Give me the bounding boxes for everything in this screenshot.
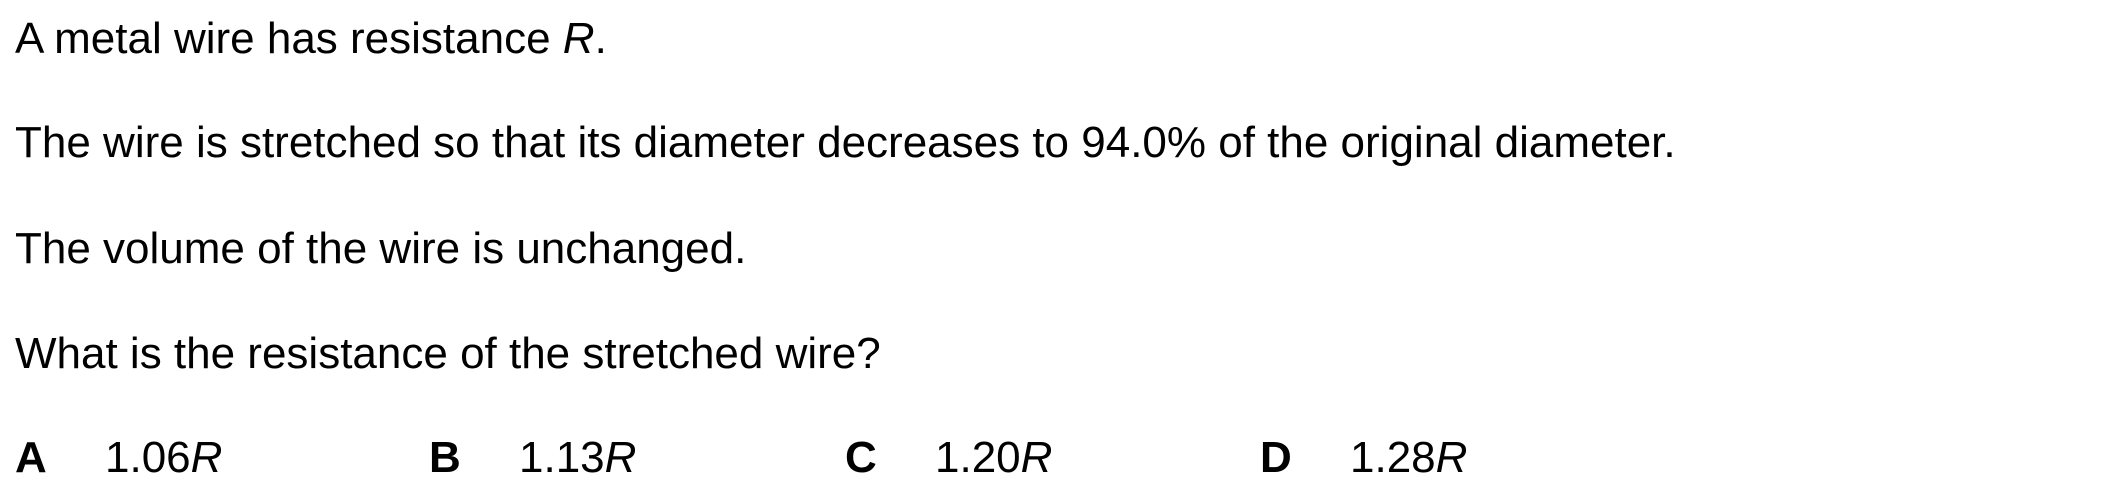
question-prompt: What is the resistance of the stretched wire? bbox=[15, 329, 881, 378]
option-letter: D bbox=[1260, 433, 1292, 482]
statement-text: A metal wire has resistance bbox=[15, 14, 563, 63]
question-statement bbox=[15, 14, 607, 63]
option-c[interactable] bbox=[845, 433, 1053, 482]
option-unit: R bbox=[190, 433, 223, 482]
option-letter: A bbox=[15, 433, 47, 482]
stretch-condition: The wire is stretched so that its diameter decreases to 94.0% of the original diameter. bbox=[15, 118, 1676, 167]
resistance-symbol: R bbox=[562, 14, 595, 63]
option-value: 1.06 bbox=[105, 433, 191, 482]
option-value: 1.13 bbox=[519, 433, 605, 482]
option-d[interactable] bbox=[1260, 433, 1468, 482]
option-value: 1.20 bbox=[935, 433, 1021, 482]
option-unit: R bbox=[1435, 433, 1468, 482]
volume-condition: The volume of the wire is unchanged. bbox=[15, 224, 747, 273]
option-unit: R bbox=[1020, 433, 1053, 482]
option-letter: B bbox=[429, 433, 461, 482]
option-unit: R bbox=[604, 433, 637, 482]
statement-period: . bbox=[594, 14, 607, 63]
option-value: 1.28 bbox=[1350, 433, 1436, 482]
option-a[interactable] bbox=[15, 433, 223, 482]
option-b[interactable] bbox=[429, 433, 637, 482]
option-letter: C bbox=[845, 433, 877, 482]
